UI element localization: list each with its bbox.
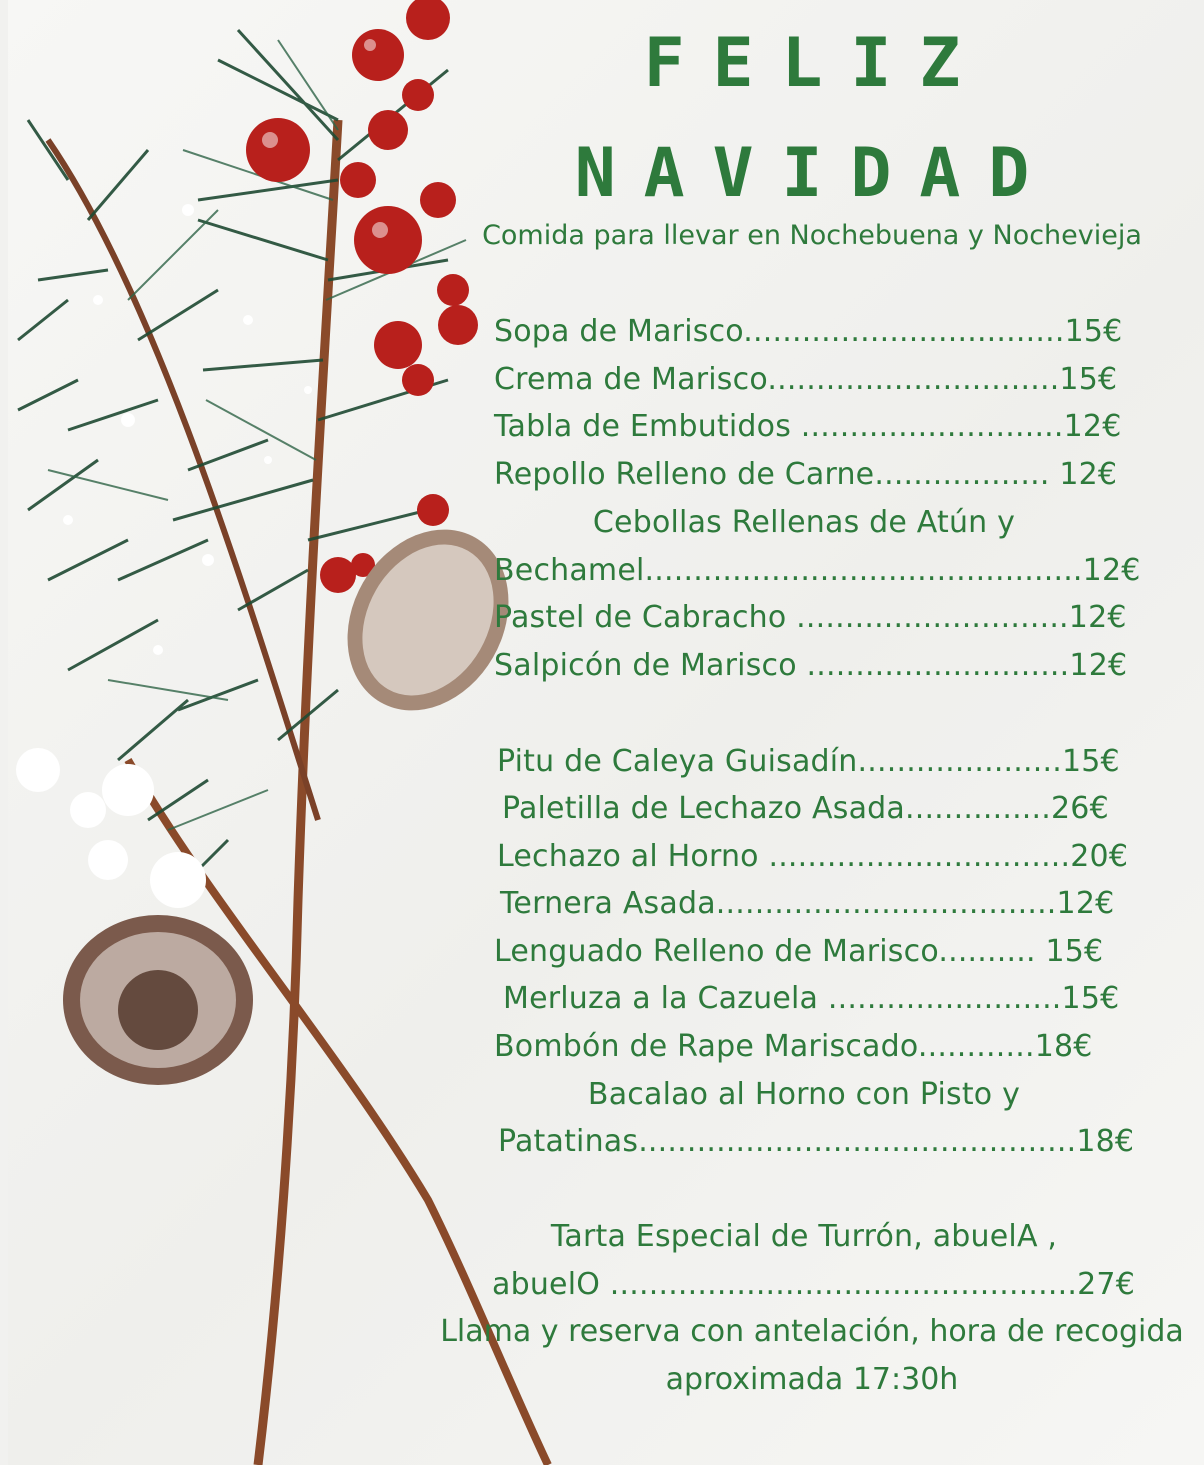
menu-item: Patatinas.............................................18€ bbox=[498, 1124, 1135, 1159]
menu-item: Cebollas Rellenas de Atún y bbox=[592, 505, 1016, 540]
menu-item: Repollo Relleno de Carne.................. 12€ bbox=[494, 457, 1118, 492]
menu-item: Bombón de Rape Mariscado............18€ bbox=[494, 1029, 1093, 1064]
menu-item: abuelO ................................................27€ bbox=[492, 1267, 1135, 1302]
menu-item: Bacalao al Horno con Pisto y bbox=[587, 1077, 1021, 1112]
menu-item: Lenguado Relleno de Marisco.......... 15€ bbox=[494, 934, 1104, 969]
footer-note-time: aproximada 17:30h bbox=[665, 1362, 959, 1397]
menu-item: Pastel de Cabracho ............................12€ bbox=[494, 600, 1127, 635]
menu-item: Tabla de Embutidos ...........................12€ bbox=[494, 409, 1122, 444]
menu-item: Lechazo al Horno ...............................20€ bbox=[497, 839, 1129, 874]
menu-item: Paletilla de Lechazo Asada...............26€ bbox=[502, 791, 1109, 826]
menu-item: Ternera Asada...................................12€ bbox=[500, 886, 1115, 921]
menu-poster bbox=[8, 0, 1204, 1465]
menu-item: Salpicón de Marisco ...........................12€ bbox=[494, 648, 1128, 683]
menu-item: Pitu de Caleya Guisadín.....................15€ bbox=[497, 744, 1120, 779]
menu-item: Bechamel.............................................12€ bbox=[494, 553, 1141, 588]
menu-item: Merluza a la Cazuela ........................15€ bbox=[503, 981, 1120, 1016]
subtitle: Comida para llevar en Nochebuena y Nochevieja bbox=[482, 220, 1142, 251]
menu-item: Tarta Especial de Turrón, abuelA , bbox=[550, 1219, 1058, 1254]
footer-note: Llama y reserva con antelación, hora de recogida bbox=[440, 1314, 1184, 1349]
title-navidad: NAVIDAD bbox=[574, 134, 1058, 213]
title-feliz: FELIZ bbox=[643, 24, 989, 103]
menu-item: Crema de Marisco..............................15€ bbox=[494, 362, 1118, 397]
menu-item: Sopa de Marisco.................................15€ bbox=[494, 314, 1123, 349]
